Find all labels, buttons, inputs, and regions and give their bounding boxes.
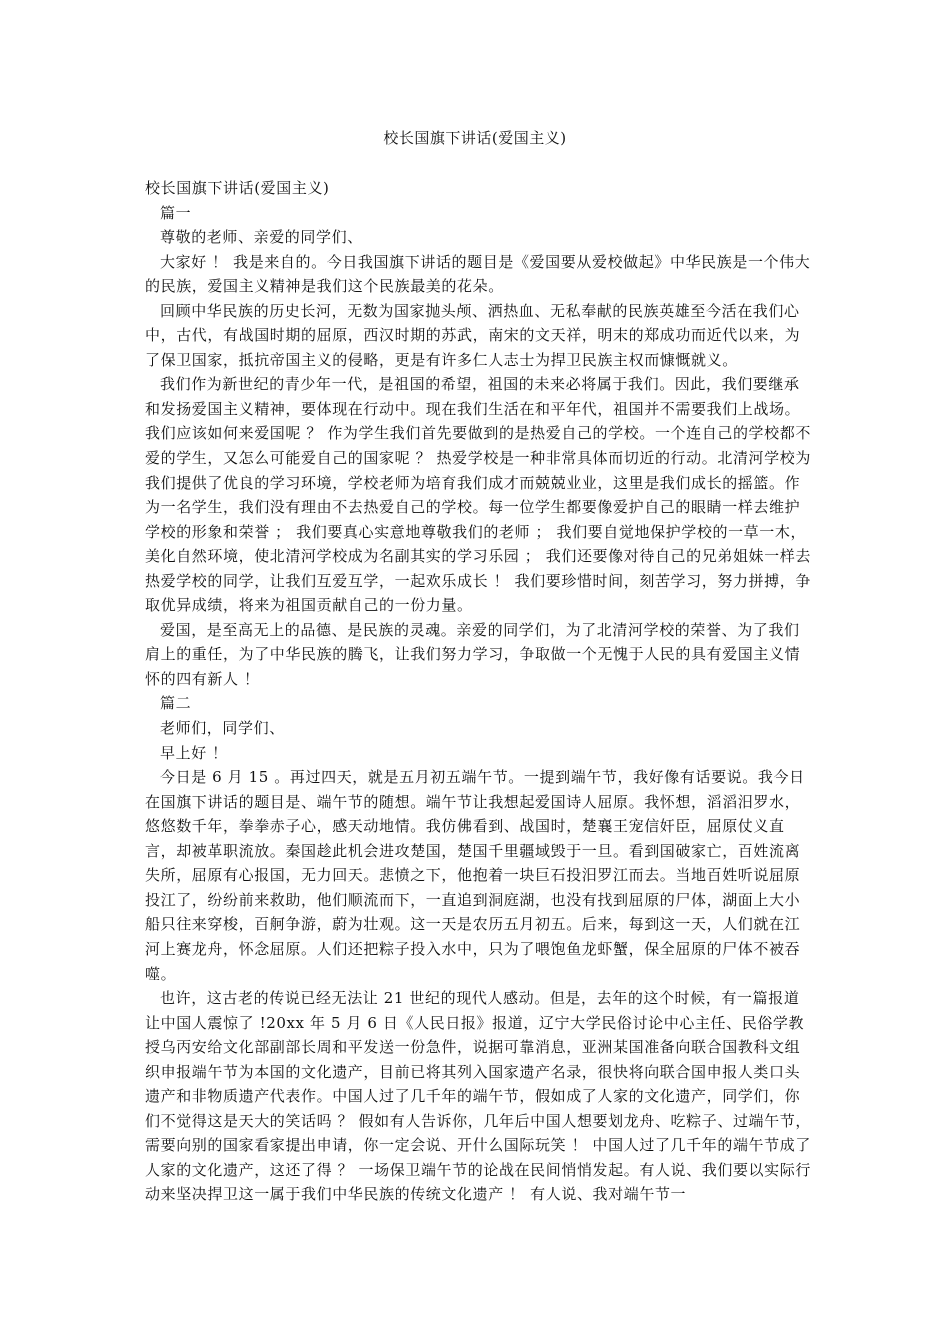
paragraph: 今日是 6 月 15 。再过四天，就是五月初五端午节。一提到端午节，我好像有话要说。我今日在国旗下讲话的题目是、端午节的随想。端午节让我想起爱国诗人屈原。我怀想，滔滔汨罗水，悠悠数千年，拳拳赤子心，感天动地情。我仿佛看到、战国时，楚襄王宠信奸臣，屈原仗义直言，却被革职流放。秦国趁此机会进攻楚国，楚国千里疆域毁于一旦。看到国破家亡，百姓流离失所，屈原有心报国，无力回天。悲愤之下，他抱着一块巨石投汨罗江而去。当地百姓听说屈原投江了，纷纷前来救助，他们顺流而下，一直追到洞庭湖，也没有找到屈原的尸体，湖面上大小船只往来穿梭，百舸争游，蔚为壮观。这一天是农历五月初五。后来，每到这一天，人们就在江河上赛龙舟，怀念屈原。人们还把粽子投入水中，只为了喂饱鱼龙虾蟹，保全屈原的尸体不被吞噬。	[145, 768, 805, 983]
section-heading: 篇一	[160, 203, 192, 222]
paragraph: 爱国，是至高无上的品德、是民族的灵魂。亲爱的同学们，为了北清河学校的荣誉、为了我们肩上的重任，为了中华民族的腾飞，让我们努力学习，争取做一个无愧于人民的具有爱国主义情怀的四有新人 ！	[145, 620, 801, 688]
section-heading: 篇二	[160, 694, 192, 713]
salutation: 老师们，同学们、	[160, 719, 285, 738]
paragraph: 回顾中华民族的历史长河，无数为国家抛头颅、洒热血、无私奉献的民族英雄至今活在我们心中，古代，有战国时期的屈原，西汉时期的苏武，南宋的文天祥，明末的郑成功而近代以来，为了保卫国家，抵抗帝国主义的侵略，更是有许多仁人志士为捍卫民族主权而慷慨就义。	[145, 301, 801, 369]
paragraph: 大家好 ！ 我是来自的。今日我国旗下讲话的题目是《爱国要从爱校做起》中华民族是一个伟大的民族，爱国主义精神是我们这个民族最美的花朵。	[145, 252, 811, 296]
salutation: 尊敬的老师、亲爱的同学们、	[160, 228, 363, 247]
paragraph: 我们作为新世纪的青少年一代，是祖国的希望，祖国的未来必将属于我们。因此，我们要继承和发扬爱国主义精神，要体现在行动中。现在我们生活在和平年代，祖国并不需要我们上战场。我们应该如何来爱国呢 ？ 作为学生我们首先要做到的是热爱自己的学校。一个连自己的学校都不爱的学生，又怎么可能爱自己的国家呢 ？ 热爱学校是一种非常具体而切近的行动。北清河学校为我们提供了优良的学习环境，学校老师为培育我们成才而兢兢业业，这里是我们成长的摇篮。作为一名学生，我们没有理由不去热爱自己的学校。每一位学生都要像爱护自己的眼睛一样去维护学校的形象和荣誉 ； 我们要真心实意地尊敬我们的老师 ； 我们要自觉地保护学校的一草一木，美化自然环境，使北清河学校成为名副其实的学习乐园 ； 我们还要像对待自己的兄弟姐妹一样去热爱学校的同学，让我们互爱互学，一起欢乐成长 ！ 我们要珍惜时间，刻苦学习，努力拼搏，争取优异成绩，将来为祖国贡献自己的一份力量。	[145, 375, 811, 615]
paragraph: 也许，这古老的传说已经无法让 21 世纪的现代人感动。但是，去年的这个时候，有一篇报道让中国人震惊了 !20xx 年 5 月 6 日《人民日报》报道，辽宁大学民俗讨论中心主任、民俗学教授乌丙安给文化部副部长周和平发送一份急件，说据可靠消息，亚洲某国准备向联合国教科文组织申报端午节为本国的文化遗产，目前已将其列入国家遗产名录，很快将向联合国申报人类口头遗产和非物质遗产代表作。中国人过了几千年的端午节，假如成了人家的文化遗产，同学们，你们不觉得这是天大的笑话吗 ？ 假如有人告诉你，几年后中国人想要划龙舟、吃粽子、过端午节，需要向别的国家看家提出申请，你一定会说、开什么国际玩笑 ！ 中国人过了几千年的端午节成了人家的文化遗产，这还了得 ？ 一场保卫端午节的论战在民间悄悄发起。有人说、我们要以实际行动来坚决捍卫这一属于我们中华民族的传统文化遗产 ！ 有人说、我对端午节一	[145, 989, 811, 1204]
greeting: 早上好 ！	[160, 743, 228, 762]
paragraph: 校长国旗下讲话(爱国主义)	[145, 179, 330, 197]
document-title: 校长国旗下讲话(爱国主义)	[383, 129, 567, 147]
document-body	[145, 176, 813, 1207]
